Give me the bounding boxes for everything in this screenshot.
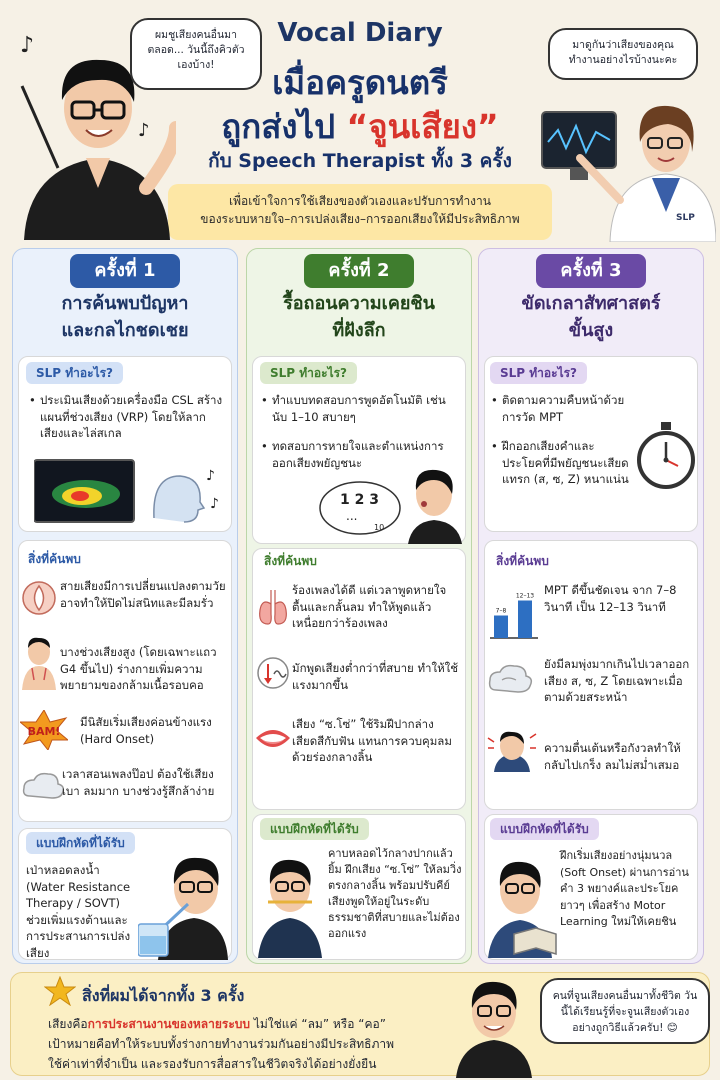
thought-cloud-icon (320, 482, 400, 534)
session3-findings-tag: สิ่งที่ค้นพบ (496, 554, 549, 568)
session2-finding-1: ร้องเพลงได้ดี แต่เวลาพูดหายใจตื้นและกลั้นลม ทำให้พูดแล้วเหนื่อยกว่าร้องเพลง (292, 583, 447, 630)
summary-line2: เป้าหมายคือทำให้ระบบทั้งร่างกายทำงานร่วมกันอย่างมีประสิทธิภาพ (48, 1037, 395, 1051)
banner-line1: เพื่อเข้าใจการใช้เสียงของตัวเองและปรับการทำงาน (228, 194, 491, 208)
session1-title-line1: การค้นพบปัญหา (61, 293, 189, 314)
music-note-icon: ♪ (206, 468, 215, 484)
title-highlight: “จูนเสียง” (346, 107, 499, 146)
slp-illustration (540, 82, 716, 242)
session2-title (246, 290, 472, 344)
counting-illustration (316, 462, 464, 544)
session3-title-line1: ขัดเกลาสัทศาสตร์ (521, 293, 661, 314)
closing-speech-bubble: คนที่จูนเสียงคนอื่นมาทั้งชีวิต วันนี้ได้เรียนรู้ที่จะจูนเสียงตัวเองอย่างถูกวิธีแล้วครับ! 😊 (540, 978, 710, 1044)
session2-exercise: คาบหลอดไว้กลางปากแล้วยิ้ม ฝึกเสียง “ซ.โซ่” ให้ลมวิ่งตรงกลางลิ้น พร้อมปรับคีย์เสียงพูดให้อยู่ในระดับธรรมชาติที่สบายและไม่ต้องออกแรง (328, 847, 462, 940)
summary-text (48, 1014, 478, 1074)
session3-exercise-tag: แบบฝึกหัดที่ได้รับ (490, 818, 599, 840)
music-note-icon: ♪ (20, 33, 35, 58)
subtitle: กับ Speech Therapist ทั้ง 3 ครั้ง (208, 150, 512, 172)
count-dots: ... (346, 509, 358, 523)
vrp-screen-illustration (34, 458, 224, 528)
session3-exercise: ฝึกเริ่มเสียงอย่างนุ่มนวล (Soft Onset) ผ่านการอ่านคำ 3 พยางค์และประโยคยาวๆ เพื่อสร้าง Motor Learning ใหม่ให้เคยชิน (560, 849, 689, 928)
session2-title-line1: รื้อถอนความเคยชิน (283, 293, 435, 314)
count-end: 10 (374, 523, 385, 532)
session2-slp-item-1: • ทำแบบทดสอบการพูดอัตโนมัติ เช่น นับ 1–10 สบายๆ (272, 392, 460, 425)
session1-finding-3: มีนิสัยเริ่มเสียงค่อนข้างแรง (Hard Onset) (80, 715, 212, 746)
session2-title-line2: ที่ฝังลึก (332, 320, 386, 341)
breath-cloud-icon (22, 770, 66, 802)
session2-slp-tag: SLP ทำอะไร? (260, 362, 357, 384)
bam-label: BAM! (27, 725, 61, 738)
session1-title (12, 290, 238, 344)
title-english: Vocal Diary (277, 18, 443, 48)
title-thai-line1: เมื่อครูดนตรี (272, 63, 448, 102)
mpt-bar-label-2: 12–13 (515, 592, 535, 600)
session3-title-line2: ขั้นสูง (568, 320, 614, 341)
mpt-bar-label-1: 7–8 (495, 607, 507, 615)
star-icon (44, 976, 76, 1006)
session2-finding-3: เสียง “ซ.โซ่” ใช้ริมฝีปากล่างเสียดสีกับฟัน แทนการควบคุมลมด้วยร่องกลางลิ้น (292, 717, 452, 764)
session3-badge: ครั้งที่ 3 (536, 254, 646, 288)
session1-finding-2: บางช่วงเสียงสูง (โดยเฉพาะแถว G4 ขึ้นไป) ร่างกายเพิ่มความพยายามของกล้ามเนื้อรอบคอ (60, 645, 217, 692)
low-pitch-icon (256, 656, 290, 690)
teacher-speech-bubble: ผมชูเสียงคนอื่นมาตลอด... วันนี้ถึงคิวตัวเองบ้าง! (130, 18, 262, 90)
session3-slp-tag: SLP ทำอะไร? (490, 362, 587, 384)
session1-exercise-tag: แบบฝึกหัดที่ได้รับ (26, 832, 135, 854)
music-note-icon: ♪ (138, 120, 150, 141)
music-note-icon: ♪ (210, 496, 219, 512)
baton-icon (22, 86, 58, 168)
vocal-folds-icon (22, 578, 56, 618)
session3-finding-1: MPT ดีขึ้นชัดเจน จาก 7–8 วินาที เป็น 12–13 วินาที (544, 583, 677, 614)
summary-title: สิ่งที่ผมได้จากทั้ง 3 ครั้ง (82, 986, 245, 1005)
session1-badge: ครั้งที่ 1 (70, 254, 180, 288)
summary-line1 (48, 1014, 478, 1034)
mpt-bar-chart (488, 582, 540, 640)
session1-finding-1: สายเสียงมีการเปลี่ยนแปลงตามวัย อาจทำให้ปิดไม่สนิทและมีลมรั่ว (60, 579, 226, 610)
mouth-icon (254, 722, 292, 756)
title-thai-line2-a: ถูกส่งไป (221, 107, 347, 146)
stopwatch-icon (636, 420, 696, 490)
reading-book-illustration (484, 842, 558, 958)
session1-finding-4: เวลาสอนเพลงป๊อป ต้องใช้เสียงเบา ลมมาก บางช่วงรู้สึกล้าง่าย (62, 767, 215, 798)
summary-line3: ใช้ค่าเท่าที่จำเป็น และรองรับการสื่อสารในชีวิตจริงได้อย่างยั่งยืน (48, 1057, 377, 1071)
session1-title-line2: และกลไกชดเชย (61, 320, 189, 341)
session2-badge: ครั้งที่ 2 (304, 254, 414, 288)
straw-smile-illustration (254, 846, 324, 958)
mpt-bar-2 (518, 601, 532, 639)
session2-finding-2: มักพูดเสียงต่ำกว่าที่สบาย ทำให้ใช้แรงมากขึ้น (292, 661, 459, 692)
slp-name-badge: SLP (676, 213, 695, 223)
session1-exercise: เป่าหลอดลงน้ำ (Water Resistance Therapy / SOVT) ช่วยเพิ่มแรงต้านและการประสานการเปล่งเสียง (26, 863, 131, 960)
lungs-icon (256, 584, 290, 628)
session3-slp-item-1: • ติดตามความคืบหน้าด้วยการวัด MPT (502, 392, 630, 425)
summary-highlight: การประสานงานของหลายระบบ (87, 1017, 251, 1031)
strained-neck-icon (20, 636, 58, 690)
session3-finding-2: ยังมีลมพุ่งมากเกินไปเวลาออกเสียง ส, ซ, Z โดยเฉพาะเมื่อตามด้วยสระหน้า (544, 657, 690, 704)
session1-slp-tag: SLP ทำอะไร? (26, 362, 123, 384)
session3-finding-3: ความตื่นเต้นหรือกังวลทำให้กลับไปเกร็ง ลมไม่สม่ำเสมอ (544, 741, 681, 772)
bam-burst-icon (20, 710, 68, 750)
summary-line1-a: เสียงคือ (48, 1017, 88, 1031)
session3-title (478, 290, 704, 344)
count-numbers: 1 2 3 (340, 492, 379, 508)
session3-slp-item-2: • ฝึกออกเสียงคำและประโยคที่มีพยัญชนะเสียดแทรก (ส, ซ, Z) หนาแน่น (502, 438, 630, 488)
session1-findings-tag: สิ่งที่ค้นพบ (28, 552, 81, 566)
session2-findings-tag: สิ่งที่ค้นพบ (264, 554, 317, 568)
straw-water-illustration (138, 826, 230, 960)
banner-line2: ของระบบหายใจ–การเปล่งเสียง–การออกเสียงให้มีประสิทธิภาพ (200, 212, 520, 226)
intro-banner (168, 184, 552, 240)
summary-line1-c: ไม่ใช่แค่ “ลม” หรือ “คอ” (250, 1017, 386, 1031)
air-burst-icon (488, 660, 534, 696)
anxious-person-icon (486, 728, 538, 772)
session2-exercise-tag: แบบฝึกหัดที่ได้รับ (260, 818, 369, 840)
slp-speech-bubble: มาดูกันว่าเสียงของคุณทำงานอย่างไรบ้างนะคะ (548, 28, 698, 80)
mpt-bar-1 (494, 616, 508, 639)
teacher-thumbsup-illustration (448, 974, 538, 1078)
session1-slp-item: • ประเมินเสียงด้วยเครื่องมือ CSL สร้างแผนที่ช่วงเสียง (VRP) โดยให้ลากเสียงและไล่สเกล (40, 392, 226, 442)
session2-slp-item-2: • ทดสอบการหายใจและตำแหน่งการออกเสียงพยัญชนะ (272, 438, 460, 471)
